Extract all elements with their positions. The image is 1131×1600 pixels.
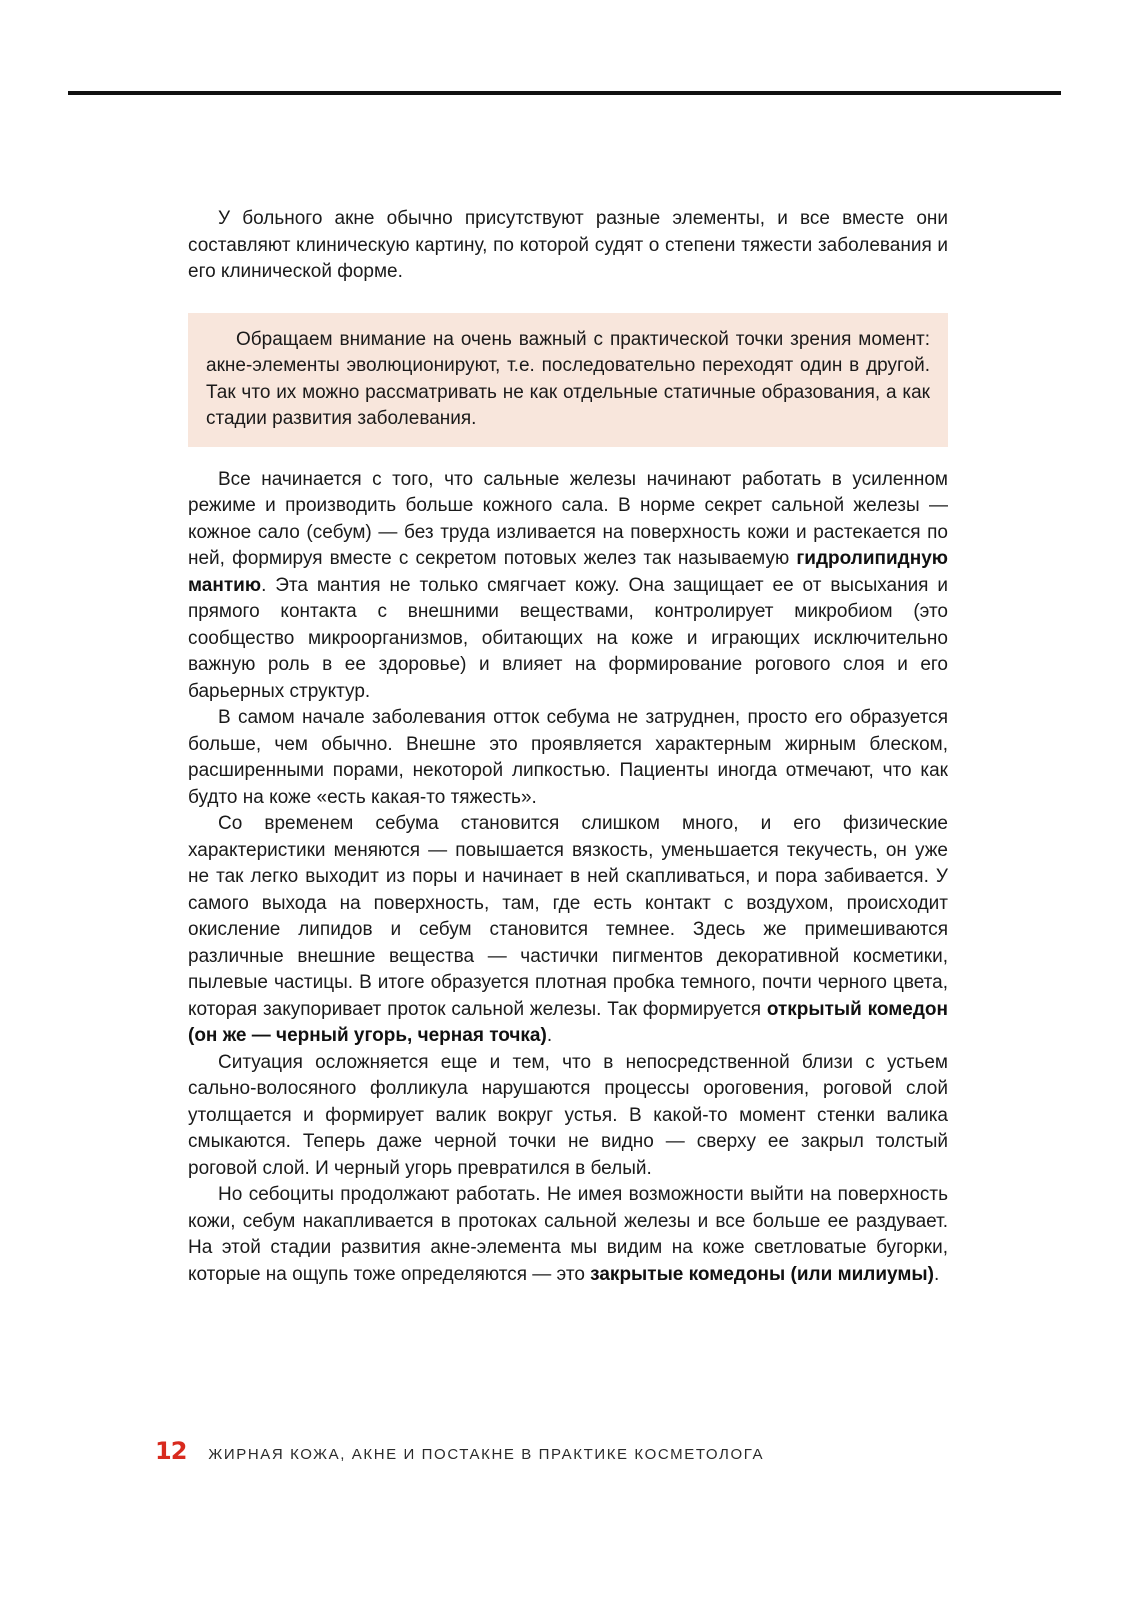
- term-closed-comedo: закрытые комедоны (или милиумы): [590, 1263, 934, 1285]
- callout-text: Обращаем внимание на очень важный с практической точки зрения момент: акне-элементы эволюционируют, т.е. последовательно переходят один в другой. Так что их можно рассматривать не как отдельные статичные образования, а как стадии развития заболевания.: [206, 328, 930, 429]
- text-run: Со временем себума становится слишком много, и его физические характеристики меняются — повышается вязкость, уменьшается текучесть, он уже не так легко выходит из поры и начинает в ней скапливаться, и пора забивается. У самого выхода на поверхность, там, где есть контакт с воздухом, происходит окисление липидов и себум становится темнее. Здесь же примешиваются различные внешние вещества — частички пигментов декоративной косметики, пылевые частицы. В итоге образуется плотная пробка темного, почти черного цвета, которая закупоривает проток сальной железы. Так формируется: [188, 813, 948, 1020]
- intro-paragraph: У больного акне обычно присутствуют разные элементы, и все вместе они составляют клиническую картину, по которой судят о степени тяжести заболевания и его клинической форме.: [188, 208, 948, 282]
- page-body: [188, 206, 948, 1288]
- top-rule: [68, 91, 1061, 95]
- text-run: . Эта мантия не только смягчает кожу. Она защищает ее от высыхания и прямого контакта с внешними веществами, контролирует микробиом (это сообщество микроорганизмов, обитающих на коже и играющих исключительно важную роль в ее здоровье) и влияет на формирование рогового слоя и его барьерных структур.: [188, 574, 948, 702]
- paragraph-onset: В самом начале заболевания отток себума не затруднен, просто его образуется больше, чем обычно. Внешне это проявляется характерным жирным блеском, расширенными порами, некоторой липкостью. Пациенты иногда отмечают, что как будто на коже «есть какая-то тяжесть».: [188, 707, 948, 808]
- text-run: Но себоциты продолжают работать. Не имея возможности выйти на поверхность кожи, себум накапливается в протоках сальной железы и все больше ее раздувает. На этой стадии развития акне-элемента мы видим на коже светловатые бугорки, которые на ощупь тоже определяются — это: [188, 1184, 948, 1285]
- paragraph-closed-comedo: [188, 1182, 948, 1288]
- text-run: Все начинается с того, что сальные железы начинают работать в усиленном режиме и производить больше кожного сала. В норме секрет сальной железы — кожное сало (себум) — без труда изливается на поверхность кожи и растекается по ней, формируя вместе с секретом потовых желез так называемую: [188, 468, 948, 569]
- text-run: .: [933, 1263, 940, 1285]
- text-run: .: [546, 1025, 553, 1046]
- page-number: 12: [155, 1437, 187, 1465]
- running-head: ЖИРНАЯ КОЖА, АКНЕ И ПОСТАКНЕ В ПРАКТИКЕ КОСМЕТОЛОГА: [208, 1446, 765, 1463]
- page-footer: [155, 1437, 764, 1465]
- paragraph-keratinization: Ситуация осложняется еще и тем, что в непосредственной близи с устьем сально-волосяного фолликула нарушаются процессы ороговения, роговой слой утолщается и формирует валик вокруг устья. В какой-то момент стенки валика смыкаются. Теперь даже черной точки не видно — сверху ее закрыл толстый роговой слой. И черный угорь превратился в белый.: [188, 1051, 948, 1179]
- callout-box: [188, 313, 948, 447]
- term-hydrolipid-mantle: гидролипидную мантию: [188, 548, 948, 596]
- paragraph-open-comedo: [188, 811, 948, 1050]
- paragraph-sebum: [188, 467, 948, 706]
- term-open-comedo: открытый комедон (он же — черный угорь, черная точка): [188, 998, 948, 1046]
